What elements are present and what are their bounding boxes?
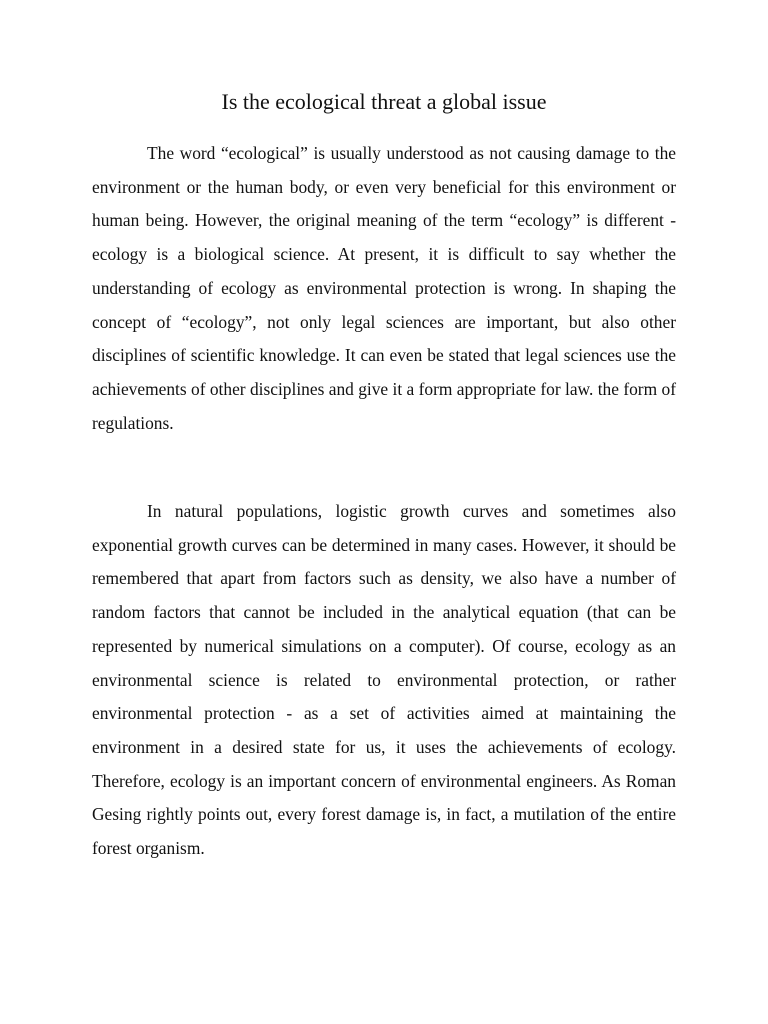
- document-title: Is the ecological threat a global issue: [221, 89, 547, 114]
- body-paragraph-1: The word “ecological” is usually understood as not causing damage to the environment or the human body, or even very beneficial for this environment or human being. However, the original meaning of the term “ecology” is different - ecology is a biological science. At present, it is difficult to say whether the understanding of ecology as environmental protection is wrong. In shaping the concept of “ecology”, not only legal sciences are important, but also other disciplines of scientific knowledge. It can even be stated that legal sciences use the achievements of other disciplines and give it a form appropriate for law. the form of regulations.: [92, 143, 676, 433]
- body-paragraph-2: In natural populations, logistic growth curves and sometimes also exponential growth curves can be determined in many cases. However, it should be remembered that apart from factors such as density, we also have a number of random factors that cannot be included in the analytical equation (that can be represented by numerical simulations on a computer). Of course, ecology as an environmental science is related to environmental protection, or rather environmental protection - as a set of activities aimed at maintaining the environment in a desired state for us, it uses the achievements of ecology. Therefore, ecology is an important concern of environmental engineers. As Roman Gesing rightly points out, every forest damage is, in fact, a mutilation of the entire forest organism.: [92, 501, 676, 859]
